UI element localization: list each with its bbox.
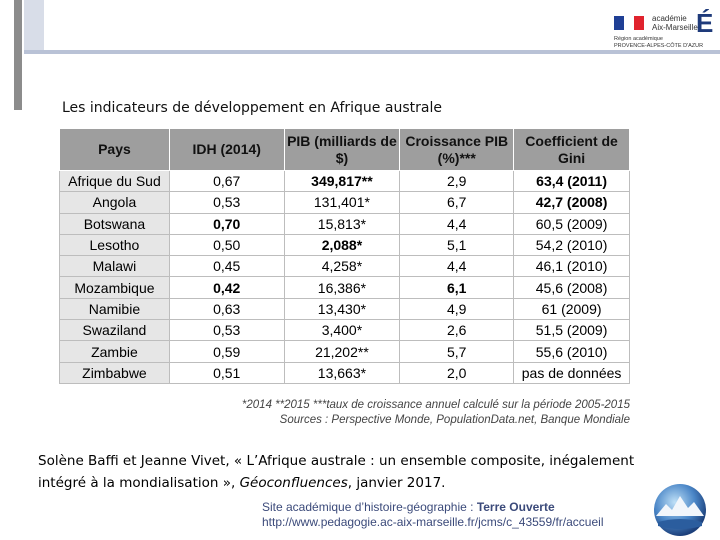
table-header-row <box>60 129 630 171</box>
citation-suffix: , janvier 2017. <box>347 475 446 491</box>
cell-gini: 63,4 (2011) <box>514 171 630 192</box>
cell-idh: 0,53 <box>169 192 284 213</box>
cell-croissance: 4,9 <box>400 298 514 319</box>
cell-pib: 13,663* <box>284 362 400 383</box>
cell-gini: 54,2 (2010) <box>514 234 630 255</box>
cell-idh: 0,70 <box>169 213 284 234</box>
table-row <box>60 192 630 213</box>
header-pays: Pays <box>60 129 170 171</box>
academie-logo <box>612 6 712 52</box>
cell-idh: 0,63 <box>169 298 284 319</box>
site-url-link[interactable]: http://www.pedagogie.ac-aix-marseille.fr/jcms/c_43559/fr/accueil <box>262 515 604 529</box>
academie-name: académie Aix-Marseille <box>652 14 698 32</box>
cell-croissance: 2,0 <box>400 362 514 383</box>
cell-pays: Mozambique <box>60 277 170 298</box>
header-idh: IDH (2014) <box>169 129 284 171</box>
cell-croissance: 4,4 <box>400 256 514 277</box>
site-label: Site académique d’histoire-géographie : <box>262 500 477 514</box>
cell-pays: Zambie <box>60 341 170 362</box>
table-row <box>60 171 630 192</box>
cell-pays: Zimbabwe <box>60 362 170 383</box>
table-row <box>60 277 630 298</box>
cell-pib: 21,202** <box>284 341 400 362</box>
site-info <box>262 500 603 530</box>
cell-pays: Namibie <box>60 298 170 319</box>
table-row <box>60 234 630 255</box>
header-pib: PIB (milliards de $) <box>284 129 400 171</box>
cell-pib: 16,386* <box>284 277 400 298</box>
cell-pib: 4,258* <box>284 256 400 277</box>
region-name: Région académique PROVENCE-ALPES-CÔTE D'AZUR <box>614 36 704 49</box>
cell-pib: 13,430* <box>284 298 400 319</box>
cell-idh: 0,67 <box>169 171 284 192</box>
cell-pays: Lesotho <box>60 234 170 255</box>
cell-pays: Botswana <box>60 213 170 234</box>
table-footnote <box>190 398 630 428</box>
cell-pib: 3,400* <box>284 320 400 341</box>
left-decorative-bar <box>14 0 22 110</box>
table-row <box>60 320 630 341</box>
cell-idh: 0,45 <box>169 256 284 277</box>
cell-pays: Malawi <box>60 256 170 277</box>
header-gini: Coefficient de Gini <box>514 129 630 171</box>
table-row <box>60 298 630 319</box>
cell-pays: Afrique du Sud <box>60 171 170 192</box>
cell-gini: 46,1 (2010) <box>514 256 630 277</box>
table-row <box>60 256 630 277</box>
cell-idh: 0,51 <box>169 362 284 383</box>
cell-idh: 0,53 <box>169 320 284 341</box>
table-row <box>60 213 630 234</box>
indicators-table <box>59 128 630 384</box>
cell-gini: pas de données <box>514 362 630 383</box>
cell-idh: 0,59 <box>169 341 284 362</box>
cell-croissance: 5,1 <box>400 234 514 255</box>
cell-gini: 60,5 (2009) <box>514 213 630 234</box>
site-name-link[interactable]: Terre Ouverte <box>476 500 555 514</box>
header-croissance: Croissance PIB (%)*** <box>400 129 514 171</box>
cell-gini: 42,7 (2008) <box>514 192 630 213</box>
table-row <box>60 362 630 383</box>
table-row <box>60 341 630 362</box>
cell-pays: Angola <box>60 192 170 213</box>
cell-idh: 0,42 <box>169 277 284 298</box>
cell-croissance: 6,1 <box>400 277 514 298</box>
flag-icon <box>614 16 644 30</box>
cell-croissance: 5,7 <box>400 341 514 362</box>
academie-letter: É <box>696 8 714 38</box>
table-body <box>60 171 630 384</box>
cell-gini: 45,6 (2008) <box>514 277 630 298</box>
cell-pays: Swaziland <box>60 320 170 341</box>
cell-pib: 2,088* <box>284 234 400 255</box>
cell-gini: 51,5 (2009) <box>514 320 630 341</box>
cell-idh: 0,50 <box>169 234 284 255</box>
globe-logo-icon <box>652 482 708 538</box>
cell-croissance: 6,7 <box>400 192 514 213</box>
cell-pib: 349,817** <box>284 171 400 192</box>
citation-journal: Géoconfluences <box>239 475 348 491</box>
cell-croissance: 2,9 <box>400 171 514 192</box>
cell-pib: 131,401* <box>284 192 400 213</box>
page-subtitle: Les indicateurs de développement en Afrique australe <box>62 100 442 116</box>
left-decorative-block <box>24 0 44 52</box>
footnote-line-1: *2014 **2015 ***taux de croissance annuel calculé sur la période 2005-2015 <box>241 399 630 411</box>
cell-croissance: 4,4 <box>400 213 514 234</box>
cell-croissance: 2,6 <box>400 320 514 341</box>
citation <box>38 450 638 494</box>
cell-gini: 55,6 (2010) <box>514 341 630 362</box>
citation-prefix: Solène Baffi et Jeanne Vivet, « L’Afrique australe : un ensemble composite, inégalement intégré à la mondialisation », <box>38 453 635 491</box>
cell-gini: 61 (2009) <box>514 298 630 319</box>
cell-pib: 15,813* <box>284 213 400 234</box>
footnote-line-2: Sources : Perspective Monde, PopulationData.net, Banque Mondiale <box>279 414 630 426</box>
